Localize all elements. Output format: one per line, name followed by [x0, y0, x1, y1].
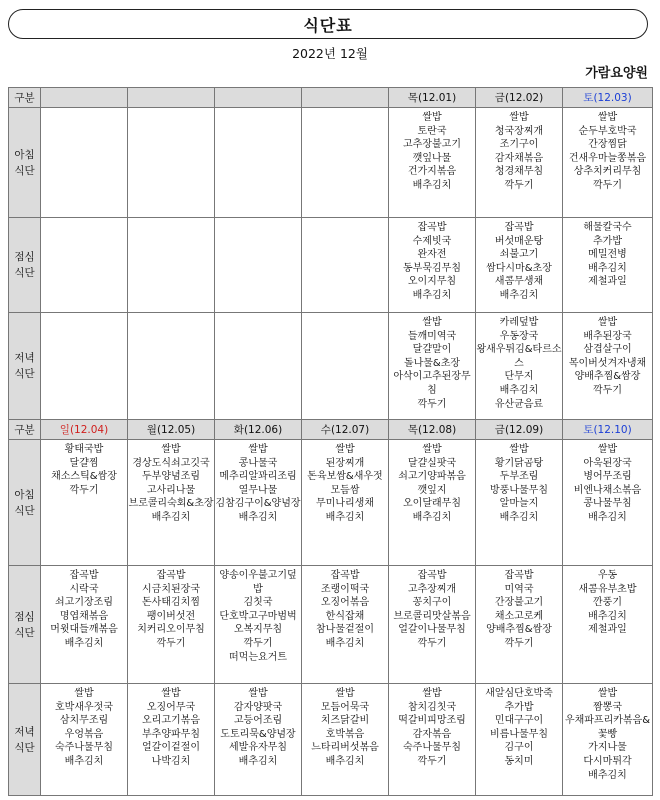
meal-item: 감자채볶음 [494, 152, 544, 164]
meal-item: 아욱된장국 [583, 457, 632, 469]
meal-item: 추가밥 [504, 701, 534, 713]
meal-item: 콩나물국 [238, 457, 278, 469]
meal-cell [476, 684, 563, 796]
meal-item: 배추김치 [151, 511, 191, 523]
meal-item: 배추김치 [325, 511, 365, 523]
meal-cell [128, 440, 215, 566]
meal-item: 채소고로케 [494, 610, 544, 622]
meal-item: 깐풍기 [593, 597, 622, 609]
meal-item: 김칫국 [243, 597, 273, 609]
meal-item: 달걀찜 [69, 457, 99, 469]
menu-month: 2022년 12월 [292, 46, 368, 61]
meal-item: 머윗대들깨볶음 [50, 624, 118, 636]
day-header [302, 88, 389, 108]
meal-item: 잡곡밥 [417, 570, 447, 581]
meal-item: 숙주나물무침 [55, 742, 113, 754]
meal-label-dinner [9, 313, 41, 420]
meal-cell [563, 108, 653, 218]
meal-item: 모듬어묵국 [320, 701, 370, 713]
meal-item: 새알심단호박죽 [485, 688, 553, 699]
meal-item: 쌀밥 [509, 112, 529, 123]
day-header: 수(12.07) [302, 420, 389, 440]
meal-cell [389, 440, 476, 566]
meal-item: 얼갈이겉절이 [142, 742, 200, 754]
meal-item: 고등어조림 [233, 715, 283, 727]
day-header: 화(12.06) [215, 420, 302, 440]
meal-item: 김구이 [504, 742, 534, 754]
meal-item: 단무지 [504, 371, 534, 383]
meal-plan-table [8, 87, 653, 796]
meal-cell [215, 108, 302, 218]
meal-item: 삼겹살구이 [583, 344, 632, 356]
meal-item: 아삭이고추된장무침 [393, 371, 471, 396]
meal-item: 고추장찌개 [407, 583, 457, 595]
meal-label-text: 점심 [14, 610, 35, 623]
meal-item: 깍두기 [504, 637, 534, 649]
meal-cell [302, 440, 389, 566]
meal-item: 배추김치 [325, 755, 365, 767]
meal-item: 숙주나물무침 [403, 742, 461, 754]
meal-item: 왕새우튀김&타르소스 [476, 344, 562, 369]
meal-item: 오징어볶음 [320, 597, 370, 609]
meal-item: 배추김치 [588, 610, 627, 622]
meal-cell [41, 566, 128, 684]
meal-item: 새콤유부초밥 [578, 583, 637, 595]
meal-item: 감자양팟국 [233, 701, 283, 713]
meal-item: 호박볶음 [325, 728, 365, 740]
meal-label-dinner [9, 684, 41, 796]
day-header: 토(12.03) [563, 88, 653, 108]
meal-item: 도토리묵&양념장 [220, 728, 296, 740]
row-label-header: 구분 [9, 88, 41, 108]
meal-item: 깍두기 [417, 755, 447, 767]
meal-cell [389, 218, 476, 313]
meal-item: 비엔나채소볶음 [573, 484, 642, 496]
meal-label-text: 식단 [14, 504, 35, 517]
meal-label-lunch [9, 566, 41, 684]
meal-item: 김참김구이&양념장 [215, 498, 301, 510]
meal-item: 쌀밥 [509, 444, 529, 455]
meal-item: 쌀밥 [161, 444, 181, 455]
meal-item: 쇠고기양파볶음 [398, 471, 466, 483]
meal-item: 조랭이떡국 [320, 583, 370, 595]
meal-item: 한식잡채 [325, 610, 365, 622]
meal-cell [41, 440, 128, 566]
day-header: 금(12.02) [476, 88, 563, 108]
meal-item: 쌀밥 [335, 688, 355, 699]
meal-item: 쇠고기장조림 [55, 597, 113, 609]
meal-item: 황태국밥 [64, 444, 104, 455]
meal-cell [41, 108, 128, 218]
meal-item: 동치미 [504, 755, 534, 767]
meal-item: 배추김치 [588, 511, 627, 523]
meal-cell [41, 313, 128, 420]
meal-item: 얼갈이나물무침 [398, 624, 466, 636]
meal-item: 제철과일 [588, 276, 627, 288]
meal-cell [302, 218, 389, 313]
meal-item: 쌀밥 [335, 444, 355, 455]
meal-item: 오이지무침 [407, 276, 457, 288]
meal-item: 오리고기볶음 [142, 715, 200, 727]
meal-item: 동부묵김무침 [403, 262, 461, 274]
meal-item: 참나물겉절이 [316, 624, 374, 636]
meal-item: 배추김치 [238, 755, 278, 767]
meal-item: 양배추찜&쌈장 [486, 624, 552, 636]
meal-cell [476, 566, 563, 684]
meal-item: 치즈닭갈비 [320, 715, 370, 727]
meal-cell [215, 566, 302, 684]
meal-item: 우동 [597, 570, 618, 581]
meal-item: 잡곡밥 [156, 570, 186, 581]
meal-row-breakfast [9, 108, 653, 218]
meal-item: 배추김치 [412, 289, 452, 301]
meal-item: 황기닭곰탕 [494, 457, 544, 469]
meal-cell [215, 218, 302, 313]
meal-item: 제철과일 [588, 624, 627, 636]
meal-item: 다시마튀각 [583, 755, 632, 767]
meal-item: 가지나물 [588, 742, 627, 754]
meal-item: 쌀밥 [422, 444, 442, 455]
meal-item: 건가지볶음 [407, 166, 457, 178]
meal-item: 쌀밥 [597, 112, 618, 123]
meal-cell [128, 684, 215, 796]
meal-label-breakfast [9, 108, 41, 218]
meal-item: 우채파프리카볶음&꽃빵 [564, 715, 651, 740]
meal-item: 쌀밥 [422, 688, 442, 699]
meal-item: 배추김치 [588, 769, 627, 781]
meal-item: 단호박고구마범벅 [219, 610, 297, 622]
meal-item: 알마늘지 [499, 498, 539, 510]
meal-cell [563, 440, 653, 566]
meal-item: 수제빗국 [412, 235, 452, 247]
meal-cell [476, 440, 563, 566]
meal-label-text: 식단 [14, 368, 35, 380]
meal-cell [128, 108, 215, 218]
meal-item: 잡곡밥 [417, 222, 447, 233]
meal-item: 호박새우젓국 [55, 701, 113, 713]
meal-row-lunch [9, 566, 653, 684]
meal-item: 오복지무침 [233, 624, 283, 636]
meal-item: 경상도식쇠고깃국 [132, 457, 210, 469]
meal-item: 브로콜리숙회&초장 [128, 498, 214, 510]
meal-item: 쌀밥 [597, 317, 618, 328]
meal-item: 해물칼국수 [583, 222, 632, 233]
meal-item: 꽁치구이 [412, 597, 452, 609]
meal-item: 버섯매운탕 [494, 235, 544, 247]
meal-item: 양배추찜&쌈장 [574, 371, 641, 383]
meal-cell [563, 684, 653, 796]
facility-name: 가람요양원 [585, 66, 648, 81]
meal-cell [302, 108, 389, 218]
day-header: 월(12.05) [128, 420, 215, 440]
meal-label-text: 식단 [14, 626, 35, 639]
meal-item: 채소스틱&쌈장 [51, 471, 117, 483]
meal-item: 깍두기 [156, 637, 186, 649]
meal-item: 세발유자무침 [229, 742, 287, 754]
meal-item: 열무나물 [238, 484, 278, 496]
meal-cell [476, 218, 563, 313]
meal-item: 떠먹는요거트 [229, 651, 287, 663]
meal-cell [389, 566, 476, 684]
meal-item: 명엽채볶음 [59, 610, 109, 622]
meal-item: 배추김치 [588, 262, 627, 274]
meal-item: 배추김치 [64, 637, 104, 649]
meal-item: 목이버섯겨자냉채 [568, 357, 647, 369]
meal-item: 잡곡밥 [504, 222, 534, 233]
meal-cell [128, 566, 215, 684]
meal-item: 미역국 [504, 583, 534, 595]
meal-item: 건새우마늘쫑볶음 [568, 152, 647, 164]
meal-cell [389, 313, 476, 420]
day-header [41, 88, 128, 108]
meal-item: 돈육보쌈&새우젓 [307, 471, 383, 483]
meal-item: 배추김치 [499, 289, 539, 301]
meal-cell [302, 566, 389, 684]
meal-item: 쌀밥 [161, 688, 181, 699]
meal-item: 방풍나물무침 [490, 484, 548, 496]
meal-item: 새콤무생채 [494, 276, 544, 288]
meal-item: 완자전 [417, 249, 447, 261]
meal-item: 참치김칫국 [407, 701, 457, 713]
meal-item: 청경채무침 [494, 166, 544, 178]
meal-item: 우동장국 [499, 330, 539, 342]
meal-item: 두부조림 [499, 471, 539, 483]
meal-item: 쌀밥 [422, 317, 442, 328]
meal-row-lunch [9, 218, 653, 313]
meal-label-text: 점심 [14, 251, 35, 263]
meal-cell [563, 313, 653, 420]
page-title: 식단표 [8, 9, 648, 39]
meal-item: 배추된장국 [583, 330, 632, 342]
meal-item: 돈사태김치찜 [142, 597, 200, 609]
meal-item: 감자볶음 [412, 728, 452, 740]
meal-cell [128, 313, 215, 420]
meal-item: 쌀밥 [248, 444, 268, 455]
meal-item: 달걀실팟국 [407, 457, 457, 469]
meal-cell [41, 218, 128, 313]
meal-item: 잡곡밥 [330, 570, 360, 581]
meal-item: 브로콜리맛살볶음 [393, 610, 471, 622]
meal-item: 깍두기 [593, 179, 622, 191]
meal-item: 순두부호박국 [578, 125, 637, 137]
meal-cell [302, 313, 389, 420]
meal-item: 상추치커리무침 [573, 166, 642, 178]
meal-cell [563, 566, 653, 684]
meal-item: 잡곡밥 [504, 570, 534, 581]
meal-item: 카레덮밥 [499, 317, 539, 328]
meal-label-text: 식단 [14, 741, 35, 754]
meal-cell [389, 684, 476, 796]
meal-item: 배추김치 [499, 511, 539, 523]
meal-item: 콩나물무침 [583, 498, 632, 510]
week-header-row [9, 88, 653, 108]
meal-item: 추가밥 [593, 235, 622, 247]
meal-item: 메추리알꽈리조림 [219, 471, 297, 483]
meal-item: 쇠불고기 [499, 249, 539, 261]
meal-item: 짬뽕국 [593, 701, 622, 713]
meal-item: 모듬쌈 [330, 484, 360, 496]
meal-cell [563, 218, 653, 313]
meal-item: 오이달래무침 [403, 498, 461, 510]
day-header: 일(12.04) [41, 420, 128, 440]
meal-item: 쌀밥 [74, 688, 94, 699]
meal-cell [215, 684, 302, 796]
meal-item: 달걀말이 [412, 344, 452, 356]
meal-label-lunch [9, 218, 41, 313]
meal-label-text: 식단 [14, 164, 35, 177]
meal-item: 깍두기 [504, 179, 534, 191]
meal-item: 쌀밥 [597, 688, 618, 699]
meal-item: 떡갈비피망조림 [398, 715, 466, 727]
meal-item: 두부양념조림 [142, 471, 200, 483]
meal-cell [476, 313, 563, 420]
meal-row-dinner [9, 684, 653, 796]
meal-item: 쌀밥 [422, 112, 442, 123]
meal-item: 들깨미역국 [407, 330, 457, 342]
meal-item: 배추김치 [64, 755, 104, 767]
meal-item: 양송이우불고기덮밥 [219, 570, 297, 595]
meal-item: 고추장불고기 [403, 139, 461, 151]
day-header: 금(12.09) [476, 420, 563, 440]
meal-row-dinner [9, 313, 653, 420]
meal-item: 된장찌개 [325, 457, 365, 469]
day-header: 토(12.10) [563, 420, 653, 440]
meal-item: 부추양파무침 [142, 728, 200, 740]
meal-item: 깻잎지 [417, 484, 447, 496]
meal-item: 배추김치 [412, 179, 452, 191]
meal-item: 깍두기 [593, 384, 622, 396]
day-header: 목(12.08) [389, 420, 476, 440]
meal-item: 깍두기 [243, 637, 273, 649]
meal-label-text: 식단 [14, 267, 35, 279]
meal-item: 깍두기 [417, 637, 447, 649]
meal-item: 조기구이 [499, 139, 539, 151]
meal-item: 팽이버섯전 [146, 610, 196, 622]
meal-item: 오징어무국 [146, 701, 196, 713]
meal-item: 시금치된장국 [142, 583, 200, 595]
meal-item: 청국장찌개 [494, 125, 544, 137]
meal-item: 나박김치 [151, 755, 191, 767]
meal-row-breakfast [9, 440, 653, 566]
meal-cell [389, 108, 476, 218]
meal-item: 깍두기 [69, 484, 99, 496]
day-header [215, 88, 302, 108]
meal-cell [302, 684, 389, 796]
meal-item: 간장찜닭 [588, 139, 627, 151]
meal-cell [215, 440, 302, 566]
meal-cell [41, 684, 128, 796]
meal-item: 비름나물무침 [490, 728, 548, 740]
meal-item: 쌀밥 [248, 688, 268, 699]
meal-item: 고사리나물 [146, 484, 196, 496]
meal-item: 깍두기 [417, 398, 447, 410]
day-header [128, 88, 215, 108]
meal-item: 쌀밥 [597, 444, 618, 455]
meal-item: 깻잎나물 [412, 152, 452, 164]
meal-item: 잡곡밥 [69, 570, 99, 581]
meal-item: 돌나물&초장 [403, 357, 461, 369]
meal-label-text: 아침 [14, 488, 35, 501]
meal-item: 배추김치 [238, 511, 278, 523]
meal-label-breakfast [9, 440, 41, 566]
meal-cell [476, 108, 563, 218]
week-header-row [9, 420, 653, 440]
meal-item: 삼치무조림 [59, 715, 109, 727]
row-label-header: 구분 [9, 420, 41, 440]
meal-item: 유산균음료 [494, 398, 544, 410]
meal-item: 치커리오이무침 [137, 624, 205, 636]
meal-item: 느타리버섯볶음 [311, 742, 379, 754]
meal-cell [128, 218, 215, 313]
meal-label-text: 저녁 [14, 352, 35, 364]
meal-item: 배추김치 [412, 511, 452, 523]
meal-item: 배추김치 [499, 384, 539, 396]
meal-item: 무미나리생채 [316, 498, 374, 510]
meal-item: 민대구구이 [494, 715, 544, 727]
meal-item: 병어무조림 [583, 471, 632, 483]
meal-item: 배추김치 [325, 637, 365, 649]
meal-item: 우엉볶음 [64, 728, 104, 740]
meal-item: 토란국 [417, 125, 447, 137]
meal-cell [215, 313, 302, 420]
meal-item: 메밀전병 [588, 249, 627, 261]
meal-label-text: 저녁 [14, 725, 35, 738]
meal-item: 쌈다시마&초장 [486, 262, 552, 274]
day-header: 목(12.01) [389, 88, 476, 108]
meal-label-text: 아침 [14, 148, 35, 161]
meal-item: 시락국 [69, 583, 99, 595]
meal-item: 간장불고기 [494, 597, 544, 609]
